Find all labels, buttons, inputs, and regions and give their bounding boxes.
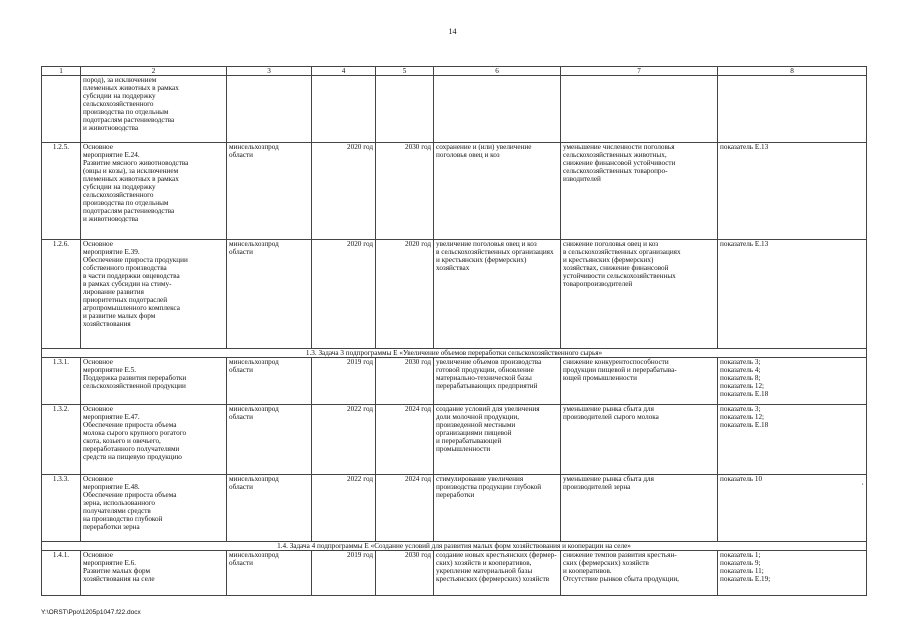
activity-name-cell: Основное мероприятие Е.24. Развитие мясного животноводства (овцы и козы), за исключением племенных животных в рамках субсидии на поддержку сельскохозяйственного производства по отдельным подотраслям растениеводства и животноводства xyxy=(81,143,227,240)
activity-row xyxy=(42,143,867,240)
indicator-link-cell xyxy=(718,76,867,143)
activity-name-cell: Основное мероприятие Е.39. Обеспечение прироста продукции собственного производства в части поддержки овцеводства в рамках субсидии на стиму- лирование развития приоритетных подотраслей агропромышленного комплекса и развитие малых форм хозяйствования xyxy=(81,240,227,349)
activity-row xyxy=(42,551,867,596)
expected-result-cell: увеличение поголовья овец и коз в сельскохозяйственных организациях и крестьянских (фермерских) хозяйствах xyxy=(434,240,561,349)
end-year-cell xyxy=(376,76,434,143)
activity-name-cell: Основное мероприятие Е.5. Поддержка развития переработки сельскохозяйственной продукции xyxy=(81,358,227,405)
activity-number-cell: 1.4.1. xyxy=(42,551,81,596)
activity-number-cell: 1.2.5. xyxy=(42,143,81,240)
executor-cell: минсельхозпрод области xyxy=(227,551,312,596)
non-implementation-consequence-cell xyxy=(561,76,718,143)
activity-row xyxy=(42,240,867,349)
indicator-link-cell: показатель 3; показатель 12; показатель Е.18 xyxy=(718,405,867,475)
executor-cell: минсельхозпрод области xyxy=(227,475,312,542)
non-implementation-consequence-cell: снижение конкурентоспособности продукции пищевой и перерабатыва- ющей промышленности xyxy=(561,358,718,405)
header-cell-5: 5 xyxy=(376,67,434,76)
header-cell-7: 7 xyxy=(561,67,718,76)
expected-result-cell: создание условий для увеличения доли молочной продукции, произведенной местными организациями пищевой и перерабатывающей промышленности xyxy=(434,405,561,475)
header-cell-8: 8 xyxy=(718,67,867,76)
start-year-cell: 2019 год xyxy=(312,551,376,596)
non-implementation-consequence-cell: уменьшение рынка сбыта для производителей зерна xyxy=(561,475,718,542)
expected-result-cell: создание новых крестьянских (фермер- ских) хозяйств и кооперативов, укрепление материальной базы крестьянских (фермерских) хозяйств xyxy=(434,551,561,596)
program-activities-table xyxy=(41,66,867,596)
task-section-row xyxy=(42,542,867,551)
non-implementation-consequence-cell: уменьшение рынка сбыта для производителей сырого молока xyxy=(561,405,718,475)
indicator-link-cell: показатель 1; показатель 9; показатель 11; показатель Е.19; xyxy=(718,551,867,596)
start-year-cell: 2020 год xyxy=(312,240,376,349)
task-section-title: 1.4. Задача 4 подпрограммы Е «Создание условий для развития малых форм хозяйствования и кооперации на селе» xyxy=(42,542,867,551)
activity-name-cell: Основное мероприятие Е.48. Обеспечение прироста объема зерна, использованного получателями средств на производство глубокой переработки зерна xyxy=(81,475,227,542)
indicator-link-cell: показатель Е.13 xyxy=(718,143,867,240)
executor-cell: минсельхозпрод области xyxy=(227,240,312,349)
expected-result-cell: стимулирование увеличения производства продукции глубокой переработки xyxy=(434,475,561,542)
header-cell-2: 2 xyxy=(81,67,227,76)
non-implementation-consequence-cell: снижение поголовья овец и коз в сельскохозяйственных организациях и крестьянских (фермерских) хозяйствах, снижение финансовой устойчивости сельскохозяйственных товаропроизводителей xyxy=(561,240,718,349)
task-section-row xyxy=(42,349,867,358)
executor-cell: минсельхозпрод области xyxy=(227,143,312,240)
header-cell-1: 1 xyxy=(42,67,81,76)
activity-number-cell xyxy=(42,76,81,143)
start-year-cell: 2020 год xyxy=(312,143,376,240)
start-year-cell: 2022 год xyxy=(312,405,376,475)
expected-result-cell: увеличение объемов производства готовой продукции, обновление материально-технической базы перерабатывающих предприятий xyxy=(434,358,561,405)
file-path-footer: Y:\ORST\Ppo\1205p1047.f22.docx xyxy=(41,609,141,616)
activity-name-cell: Основное мероприятие Е.47. Обеспечение прироста объема молока сырого крупного рогатого скота, козьего и овечьего, переработанного получателями средств на пищевую продукцию xyxy=(81,405,227,475)
executor-cell xyxy=(227,76,312,143)
non-implementation-consequence-cell: уменьшение численности поголовья сельскохозяйственных животных, снижение финансовой устойчивости сельскохозяйственных товаропро- изводителей xyxy=(561,143,718,240)
activity-name-cell: Основное мероприятие Е.6. Развитие малых форм хозяйствования на селе xyxy=(81,551,227,596)
indicator-link-cell: показатель 3; показатель 4; показатель 8; показатель 12; показатель Е.18 xyxy=(718,358,867,405)
indicator-link-cell: показатель 10 xyxy=(718,475,867,542)
end-year-cell: 2030 год xyxy=(376,551,434,596)
margin-mark: , xyxy=(862,480,864,486)
activity-row xyxy=(42,76,867,143)
start-year-cell xyxy=(312,76,376,143)
activity-number-cell: 1.3.1. xyxy=(42,358,81,405)
header-cell-3: 3 xyxy=(227,67,312,76)
end-year-cell: 2024 год xyxy=(376,475,434,542)
activity-name-cell: пород), за исключением племенных животных в рамках субсидии на поддержку сельскохозяйственного производства по отдельным подотраслям растениеводства и животноводства xyxy=(81,76,227,143)
column-number-header-row xyxy=(42,67,867,76)
end-year-cell: 2024 год xyxy=(376,405,434,475)
page-number: 14 xyxy=(448,27,457,36)
non-implementation-consequence-cell: снижение темпов развития крестьян- ских (фермерских) хозяйств и кооперативов. Отсутствие рынков сбыта продукции, xyxy=(561,551,718,596)
executor-cell: минсельхозпрод области xyxy=(227,405,312,475)
activity-row xyxy=(42,475,867,542)
end-year-cell: 2030 год xyxy=(376,358,434,405)
activity-row xyxy=(42,405,867,475)
indicator-link-cell: показатель Е.13 xyxy=(718,240,867,349)
header-cell-4: 4 xyxy=(312,67,376,76)
end-year-cell: 2020 год xyxy=(376,240,434,349)
activity-number-cell: 1.3.2. xyxy=(42,405,81,475)
header-cell-6: 6 xyxy=(434,67,561,76)
expected-result-cell: сохранение и (или) увеличение поголовья овец и коз xyxy=(434,143,561,240)
task-section-title: 1.3. Задача 3 подпрограммы Е «Увеличение объемов переработки сельскохозяйственного сырья» xyxy=(42,349,867,358)
executor-cell: минсельхозпрод области xyxy=(227,358,312,405)
start-year-cell: 2022 год xyxy=(312,475,376,542)
activity-number-cell: 1.2.6. xyxy=(42,240,81,349)
activity-number-cell: 1.3.3. xyxy=(42,475,81,542)
activity-row xyxy=(42,358,867,405)
end-year-cell: 2030 год xyxy=(376,143,434,240)
start-year-cell: 2019 год xyxy=(312,358,376,405)
expected-result-cell xyxy=(434,76,561,143)
